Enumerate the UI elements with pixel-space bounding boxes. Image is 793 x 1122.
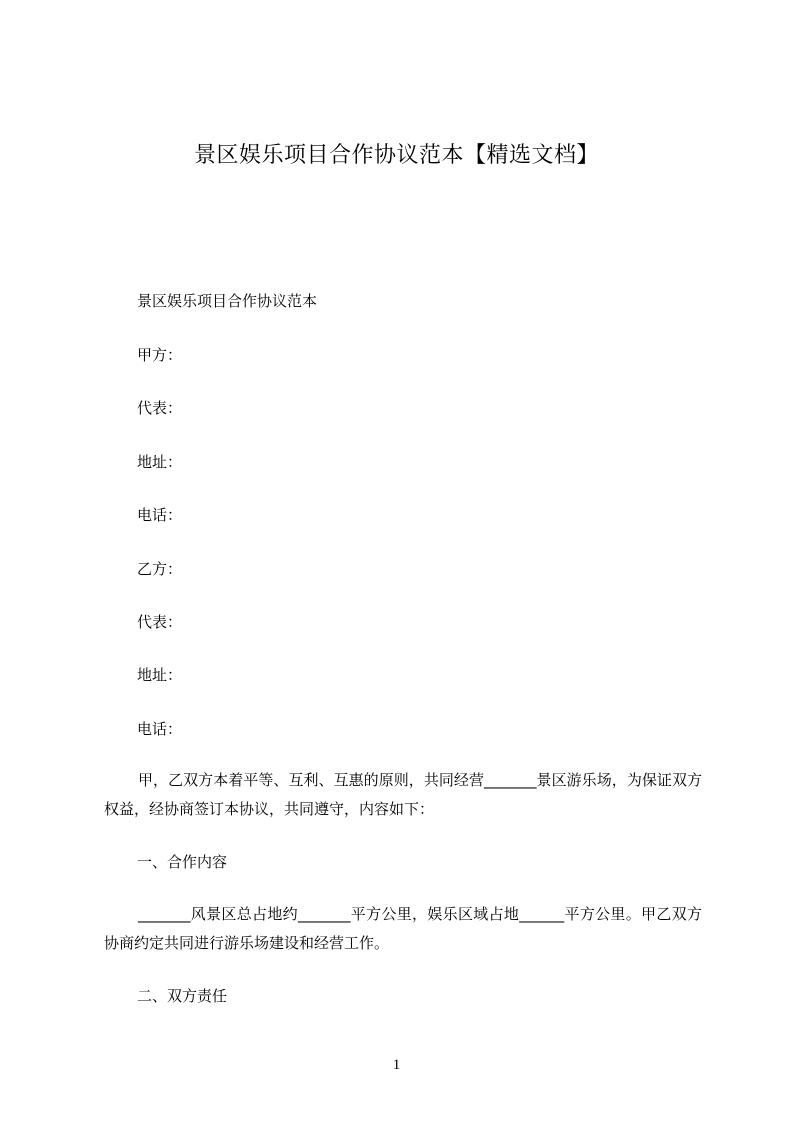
party-a-address-label: 地址：	[137, 453, 183, 471]
intro-paragraph: 甲，乙双方本着平等、互利、互惠的原则，共同经营_______景区游乐场，为保证双方权益，经协商签订本协议，共同遵守，内容如下：	[104, 771, 702, 818]
party-b-phone-label: 电话：	[137, 720, 183, 738]
section-2-heading: 二、双方责任	[137, 987, 228, 1005]
document-title: 景区娱乐项目合作协议范本【精选文档】	[193, 143, 599, 168]
party-b-address-label: 地址：	[137, 666, 183, 684]
party-b-representative-label: 代表：	[137, 613, 183, 631]
party-a-label: 甲方：	[137, 346, 183, 364]
agreement-subtitle: 景区娱乐项目合作协议范本	[137, 292, 318, 310]
section-1-heading: 一、合作内容	[137, 853, 228, 871]
party-a-representative-label: 代表：	[137, 399, 183, 417]
party-a-phone-label: 电话：	[137, 506, 183, 524]
page-number: 1	[392, 1057, 401, 1073]
party-b-label: 乙方：	[137, 560, 183, 578]
section-1-body: _______风景区总占地约_______平方公里，娱乐区域占地______平方公里。甲乙双方协商约定共同进行游乐场建设和经营工作。	[104, 905, 702, 952]
